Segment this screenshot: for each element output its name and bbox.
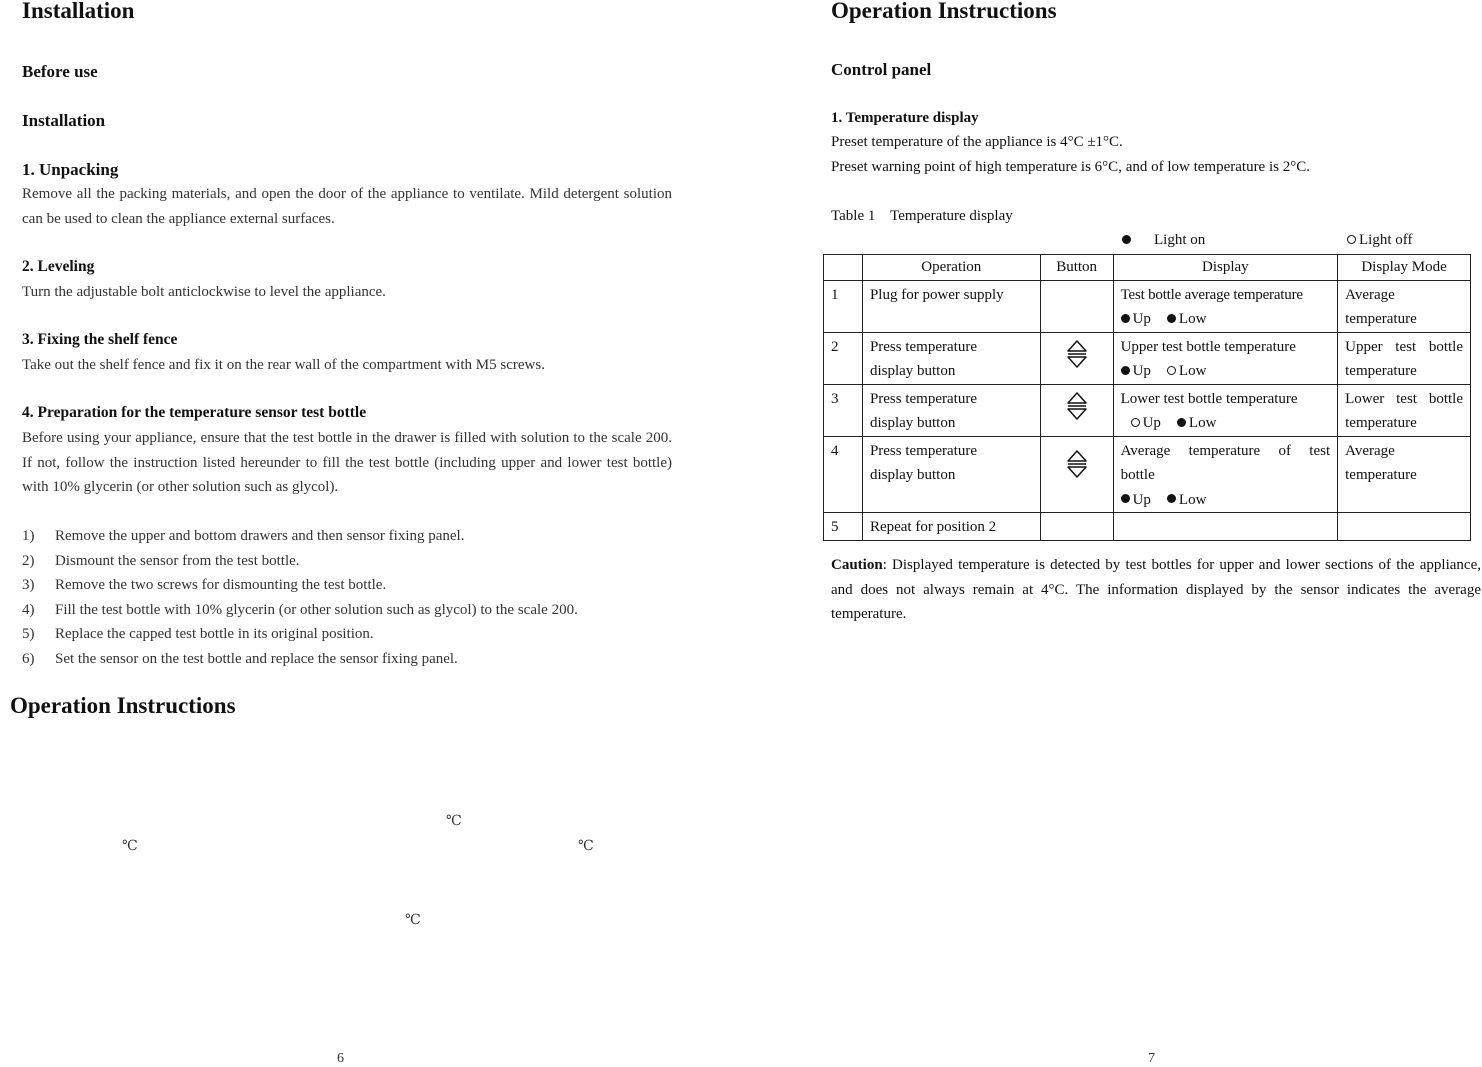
filled-circle-icon: [1167, 314, 1176, 323]
warning-point-text: Preset warning point of high temperature is 6°C, and of low temperature is 2°C.: [831, 159, 1310, 175]
installation-heading: Installation: [22, 111, 106, 130]
degree-symbol: ℃: [578, 839, 594, 854]
column-header-button: Button: [1040, 255, 1113, 281]
degree-symbol: ℃: [446, 814, 462, 829]
table-row: 3 Press temperature display button Lower test bottle temperature Up Low Lower test bottle temperature: [824, 384, 1471, 436]
leveling-heading: 2. Leveling: [22, 258, 95, 275]
table-row: 1 Plug for power supply Test bottle average temperature Up Low Average temperature: [824, 280, 1471, 332]
list-item: 2) Dismount the sensor from the test bottle.: [22, 552, 300, 569]
list-item: 3) Remove the two screws for dismounting the test bottle.: [22, 577, 387, 593]
steps-list: [22, 524, 578, 671]
control-panel-heading: Control panel: [831, 60, 932, 79]
table-row: 2 Press temperature display button Upper test bottle temperature Up Low Upper test bottle temperature: [824, 332, 1471, 384]
degree-symbol: ℃: [405, 913, 421, 928]
list-item: 1) Remove the upper and bottom drawers and then sensor fixing panel.: [22, 528, 465, 544]
shelf-fence-text: Take out the shelf fence and fix it on the rear wall of the compartment with M5 screws.: [22, 357, 545, 373]
caution-label: Caution: [831, 557, 883, 573]
hollow-circle-icon: [1167, 366, 1176, 375]
up-down-arrow-icon: [1066, 449, 1088, 479]
column-header-number: [824, 255, 863, 281]
filled-circle-icon: [1121, 366, 1130, 375]
before-use-heading: Before use: [22, 62, 98, 81]
table-caption: Table 1 Temperature display: [831, 208, 1013, 224]
filled-circle-icon: [1121, 494, 1130, 503]
list-item: 6) Set the sensor on the test bottle and replace the sensor fixing panel.: [22, 650, 458, 667]
hollow-circle-icon: [1131, 418, 1140, 427]
temperature-display-table: [823, 254, 1471, 541]
column-header-operation: Operation: [862, 255, 1040, 281]
degree-symbol: ℃: [122, 839, 138, 854]
legend-light-on: Light on: [1122, 232, 1205, 249]
leveling-text: Turn the adjustable bolt anticlockwise to level the appliance.: [22, 284, 386, 300]
filled-circle-icon: [1177, 418, 1186, 427]
column-header-display: Display: [1113, 255, 1338, 281]
hollow-circle-icon: [1347, 235, 1356, 244]
shelf-fence-heading: 3. Fixing the shelf fence: [22, 331, 178, 348]
operation-heading: Operation Instructions: [10, 693, 236, 718]
caution-note: [831, 553, 1481, 627]
filled-circle-icon: [1167, 494, 1176, 503]
page-title: Installation: [22, 0, 135, 23]
unpacking-text: Remove all the packing materials, and open the door of the appliance to ventilate. Mild detergent solution can be used to clean the appliance external surfaces.: [22, 186, 672, 227]
list-item: 4) Fill the test bottle with 10% glycerin (or other solution such as glycol) to the scale 200.: [22, 601, 578, 618]
list-item: 5) Replace the capped test bottle in its original position.: [22, 626, 374, 642]
sensor-prep-text: Before using your appliance, ensure that the test bottle in the drawer is filled with solution to the scale 200. If not, follow the instruction listed hereunder to fill the test bottle (including upper and lower test bottle) with 10% glycerin (or other solution such as glycol).: [22, 430, 672, 495]
unpacking-heading: 1. Unpacking: [22, 160, 119, 179]
filled-circle-icon: [1121, 314, 1130, 323]
table-header-row: [824, 255, 1471, 281]
temperature-display-heading: 1. Temperature display: [831, 110, 979, 126]
column-header-mode: Display Mode: [1338, 255, 1471, 281]
caution-text: : Displayed temperature is detected by test bottles for upper and lower sections of the appliance, and does not always remain at 4°C. The information displayed by the sensor indicates the average temperature.: [831, 557, 1481, 622]
filled-circle-icon: [1122, 235, 1131, 244]
legend-light-off: Light off: [1347, 232, 1412, 249]
page-number: 6: [337, 1051, 344, 1066]
table-row: 4 Press temperature display button Average temperature of test bottle Up Low Average temperature: [824, 436, 1471, 513]
table-row: 5 Repeat for position 2: [824, 513, 1471, 541]
up-down-arrow-icon: [1066, 391, 1088, 421]
page-number: 7: [1148, 1051, 1155, 1066]
preset-temperature-text: Preset temperature of the appliance is 4°C ±1°C.: [831, 134, 1123, 150]
up-down-arrow-icon: [1066, 339, 1088, 369]
page-title: Operation Instructions: [831, 0, 1057, 23]
sensor-prep-heading: 4. Preparation for the temperature sensor test bottle: [22, 404, 367, 421]
